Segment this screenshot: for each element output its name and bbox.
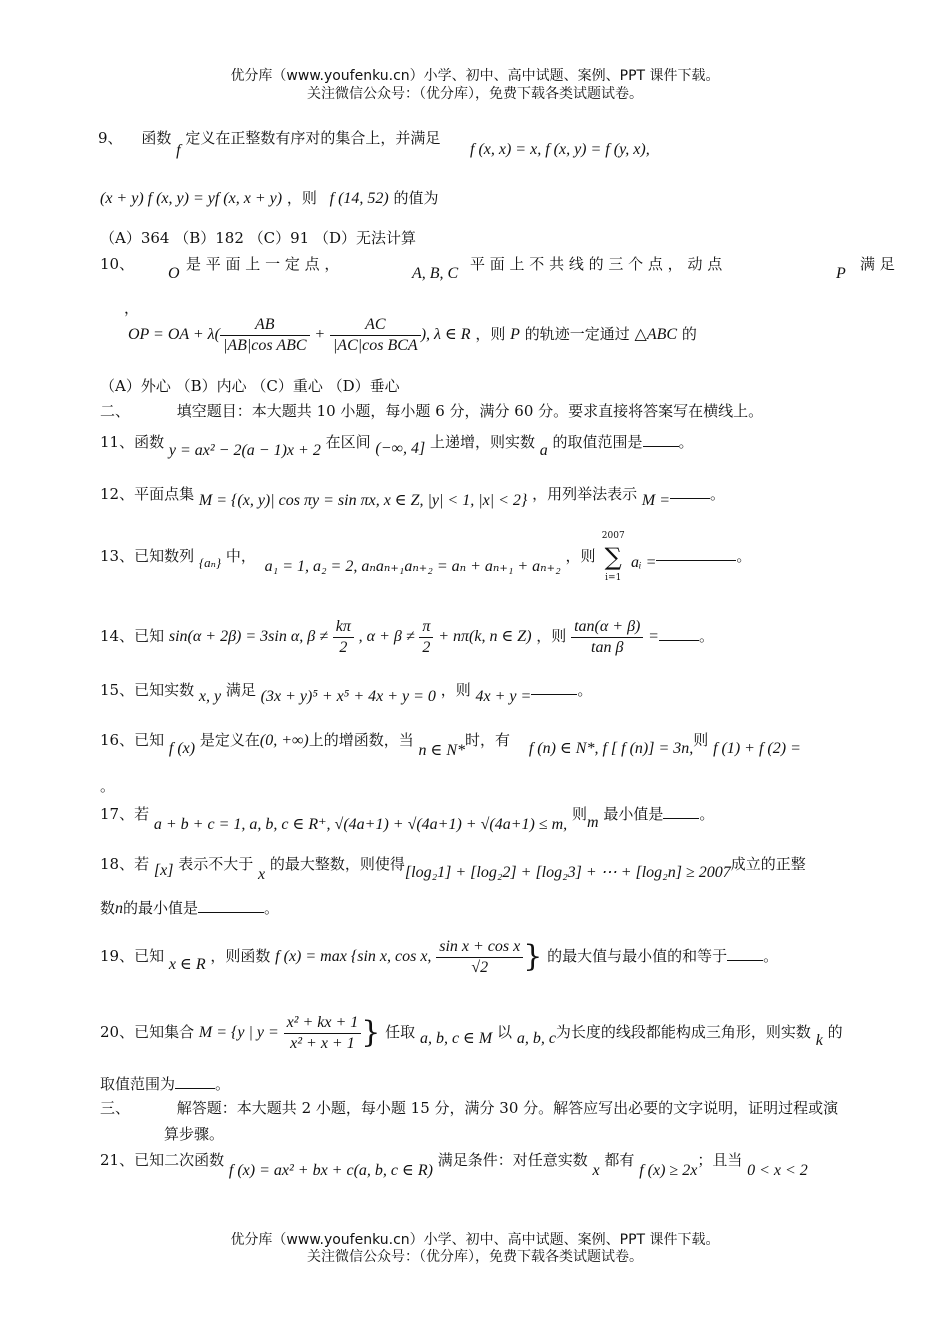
q11-blank[interactable] [643, 432, 679, 447]
q19-frac-den: √2 [471, 958, 489, 976]
q20-end: 。 [215, 1075, 231, 1093]
q16-end: 。 [100, 777, 116, 795]
q12-expr: M = {(x, y)| cos πy = sin πx, x ∈ Z, |y| < 1, |x| < 2} [198, 492, 528, 509]
q10-P: P [836, 265, 846, 282]
q11-number: 11、函数 [100, 433, 165, 451]
q15-number: 15、已知实数 [100, 681, 195, 699]
q19-expr: f (x) = max {sin x, cos x, [275, 948, 432, 965]
q12-end: 。 [710, 485, 726, 503]
q13-sum-symbol: ∑ [604, 543, 622, 571]
q9-text-4: 的值为 [393, 189, 439, 207]
q15-expr-2: 4x + y = [475, 688, 532, 705]
q20-number: 20、已知集合 [100, 1023, 195, 1041]
q21-expr: f (x) = ax² + bx + c(a, b, c ∈ R) [228, 1162, 433, 1179]
q14-expr-3: + nπ(k, n ∈ Z) [438, 628, 532, 645]
q17-m: m [586, 814, 599, 831]
q16-domain: (0, +∞) [259, 732, 309, 749]
q10-ABC: A, B, C [412, 265, 459, 282]
q15-expr: (3x + y)⁵ + x⁵ + 4x + y = 0 [260, 688, 436, 705]
header-line-1: 优分库（www.youfenku.cn）小学、初中、高中试题、案例、PPT 课件下载。 [230, 68, 720, 84]
q10-options: （A）外心 （B）内心 （C）重心 （D）垂心 [100, 377, 400, 395]
header-line-2: 关注微信公众号：（优分库），免费下载各类试题试卷。 [307, 86, 643, 102]
q14-frac-1-den: 2 [339, 638, 348, 656]
q14 [100, 612, 714, 661]
q20-text-1: 任取 [385, 1023, 416, 1041]
q16-text-4: 则 [693, 731, 709, 749]
q10-triangle: △ABC [634, 326, 678, 343]
q9-cond-2: (x + y) f (x, y) = yf (x, x + y) [100, 190, 283, 207]
q10-number: 10、 [100, 255, 135, 273]
q20-text-4: 的 [827, 1023, 843, 1041]
q21 [100, 1150, 808, 1179]
q10-den-1: |AB|cos ABC [222, 336, 307, 354]
q13-text-1: 中， [225, 547, 256, 565]
q11-interval: (−∞, 4] [375, 440, 426, 457]
q19-number: 19、已知 [100, 947, 165, 965]
q19-blank[interactable] [727, 946, 763, 961]
q15-end: 。 [577, 681, 593, 699]
q11-text-2: 上递增，则实数 [429, 433, 535, 451]
q18-text-2: 的最大整数，则使得 [269, 855, 405, 873]
section-2-text: 填空题目：本大题共 10 小题，每小题 6 分，满分 60 分。要求直接将答案写在横线上。 [176, 402, 764, 420]
q14-expr-2: , α + β ≠ [358, 628, 415, 645]
q10-P-2: P [510, 326, 520, 343]
footer-line-2: 关注微信公众号：（优分库），免费下载各类试题试卷。 [307, 1249, 643, 1265]
q10-plus: + [314, 326, 326, 343]
q18-end: 。 [264, 899, 280, 917]
q15-blank[interactable] [531, 680, 577, 695]
q13 [100, 531, 752, 583]
q9-text: 函数 [141, 129, 172, 147]
q12 [100, 484, 726, 509]
q18-text-4: 数 [100, 899, 116, 917]
q13-sum-top: 2007 [601, 531, 625, 541]
q10-num-2: AC [330, 315, 421, 336]
q18-text-5: 的最小值是 [123, 899, 199, 917]
q10-formula [128, 310, 697, 359]
q10-comma: ， [124, 299, 140, 317]
q9-line-1 [98, 128, 441, 159]
q19-x: x ∈ R [168, 956, 206, 973]
q11-expr: y = ax² − 2(a − 1)x + 2 [168, 442, 321, 459]
q18-text-1: 表示不大于 [178, 855, 254, 873]
q16 [100, 730, 801, 759]
q17 [100, 804, 715, 833]
q14-expr-1: sin(α + 2β) = 3sin α, β ≠ [168, 628, 328, 645]
q9-expr: f (14, 52) [329, 190, 389, 207]
q11-text-1: 在区间 [325, 433, 371, 451]
q20-close-brace: } [361, 1015, 381, 1050]
q20-abc-2: a, b, c [516, 1030, 556, 1047]
q19-text-1: ，则函数 [210, 947, 271, 965]
q16-expr-2: f (1) + f (2) = [713, 740, 801, 757]
q18-line-1 [100, 854, 806, 883]
q20-k: k [815, 1032, 823, 1049]
q9-number: 9、 [98, 129, 123, 147]
q10-line-1 [100, 254, 900, 282]
q19-end: 。 [763, 947, 779, 965]
q16-text-1: 是定义在 [199, 731, 260, 749]
q16-expr: f (n) ∈ N*, f [ f (n)] = 3n, [528, 740, 694, 757]
section-2-heading [100, 401, 763, 421]
q16-n: n ∈ N* [418, 742, 466, 759]
q9-text-2: 定义在正整数有序对的集合上，并满足 [185, 129, 441, 147]
footer-line-1: 优分库（www.youfenku.cn）小学、初中、高中试题、案例、PPT 课件下载。 [230, 1232, 720, 1248]
q17-expr: a + b + c = 1, a, b, c ∈ R⁺, √(4a+1) + √(4a+1) + √(4a+1) ≤ m, [153, 816, 568, 833]
q11 [100, 432, 694, 459]
q18-text-3: 成立的正整 [730, 855, 806, 873]
q13-ai: aᵢ = [631, 554, 657, 571]
q10-O: O [168, 265, 180, 282]
q10-text-3: 满 足 [860, 255, 895, 273]
q18-expr: [log₂1] + [log₂2] + [log₂3] + ⋯ + [log₂n] ≥ 2007 [404, 864, 731, 881]
q14-frac-2-den: 2 [422, 638, 431, 656]
q20-text-5: 取值范围为 [100, 1075, 176, 1093]
q18-x: x [258, 866, 266, 883]
q10-den-2: |AC|cos BCA [332, 336, 418, 354]
q20-line-1 [100, 1008, 843, 1057]
q13-text-2: ，则 [565, 547, 596, 565]
q16-fx: f (x) [168, 740, 196, 757]
q12-blank[interactable] [670, 484, 710, 499]
q13-blank[interactable] [656, 546, 736, 561]
q10-num-1: AB [220, 315, 310, 336]
q16-number: 16、已知 [100, 731, 165, 749]
q17-number: 17、若 [100, 805, 150, 823]
q15-text-2: ，则 [440, 681, 471, 699]
q9-options: （A）364 （B）182 （C）91 （D）无法计算 [100, 229, 417, 247]
q18-number: 18、若 [100, 855, 150, 873]
q10-text-2: 平 面 上 不 共 线 的 三 个 点 ， 动 点 [470, 255, 723, 273]
q15-xy: x, y [198, 688, 222, 705]
q21-x: x [592, 1162, 600, 1179]
q19 [100, 932, 778, 981]
q10-text-5: 的轨迹一定通过 [524, 325, 630, 343]
q20-line-2 [100, 1074, 230, 1094]
q18-floor-x: [x] [153, 862, 174, 879]
q10-text-1: 是 平 面 上 一 定 点 ， [186, 255, 340, 273]
section-2-number: 二、 [100, 402, 131, 420]
q13-expr: a₁ = 1, a₂ = 2, aₙaₙ₊₁aₙ₊₂ = aₙ + aₙ₊₁ + aₙ₊₂ [264, 558, 561, 575]
q11-end: 。 [678, 433, 694, 451]
q12-number: 12、平面点集 [100, 485, 195, 503]
q13-end: 。 [736, 547, 752, 565]
q21-number: 21、已知二次函数 [100, 1151, 225, 1169]
q18-blank[interactable] [198, 898, 264, 913]
q12-M: M = [641, 492, 671, 509]
q20-expr: M = {y | y = [198, 1024, 279, 1041]
q19-text-2: 的最大值与最小值的和等于 [547, 947, 728, 965]
q10-lhs: OP = OA + λ( [128, 326, 220, 343]
q20-frac-den: x² + x + 1 [290, 1034, 355, 1052]
q21-text-2: 都有 [604, 1151, 635, 1169]
q18-line-2 [100, 898, 279, 919]
q14-blank[interactable] [659, 626, 699, 641]
q14-frac-3-den: tan β [591, 638, 624, 656]
q20-text-3: 为长度的线段都能构成三角形，则实数 [555, 1023, 811, 1041]
q10-text-4: ，则 [475, 325, 506, 343]
q20-blank[interactable] [175, 1074, 215, 1089]
q21-expr-2: f (x) ≥ 2x [639, 1162, 698, 1179]
q11-a: a [539, 442, 548, 459]
q17-text-2: 最小值是 [603, 805, 664, 823]
q17-end: 。 [699, 805, 715, 823]
q15-text-1: 满足 [225, 681, 256, 699]
q18-n: n [115, 900, 124, 917]
q17-blank[interactable] [663, 804, 699, 819]
q16-text-3: 时，有 [465, 731, 511, 749]
q13-seq: {aₙ} [198, 555, 222, 570]
q19-close-brace: } [523, 939, 543, 974]
q14-number: 14、已知 [100, 627, 165, 645]
q16-text-2: 上的增函数，当 [308, 731, 414, 749]
q14-eq: = [648, 628, 659, 645]
section-3-number: 三、 [100, 1099, 131, 1117]
q13-sum-bottom: i=1 [605, 573, 622, 583]
section-3-text-2: 算步骤。 [164, 1125, 225, 1143]
q19-frac-num: sin x + cos x [436, 937, 523, 958]
q17-text-1: 则 [571, 805, 587, 823]
q9-cond-1: f (x, x) = x, f (x, y) = f (y, x), [470, 141, 650, 158]
q20-frac-num: x² + kx + 1 [284, 1013, 362, 1034]
q14-end: 。 [698, 627, 714, 645]
q10-rhs: ), λ ∈ R [420, 326, 471, 343]
q11-text-3: 的取值范围是 [552, 433, 643, 451]
q15 [100, 680, 593, 705]
q21-text-3: ；且当 [697, 1151, 743, 1169]
q13-number: 13、已知数列 [100, 547, 195, 565]
q21-text-1: 满足条件：对任意实数 [437, 1151, 588, 1169]
q21-expr-3: 0 < x < 2 [747, 1162, 808, 1179]
q20-text-2: 以 [497, 1023, 513, 1041]
section-3-text: 解答题：本大题共 2 小题，每小题 15 分，满分 30 分。解答应写出必要的文字说明，证明过程或演 [176, 1099, 839, 1117]
q9-line-2 [100, 188, 439, 209]
q9-text-3: ，则 [286, 189, 317, 207]
q12-text-1: ，用列举法表示 [532, 485, 638, 503]
q14-frac-1-num: kπ [333, 617, 354, 638]
q9-f: f [176, 142, 181, 159]
q20-abc: a, b, c ∈ M [419, 1030, 493, 1047]
section-3-heading [100, 1098, 838, 1118]
q10-text-6: 的 [681, 325, 697, 343]
q14-text-1: ，则 [536, 627, 567, 645]
q14-frac-2-num: π [419, 617, 433, 638]
q14-frac-3-num: tan(α + β) [571, 617, 643, 638]
